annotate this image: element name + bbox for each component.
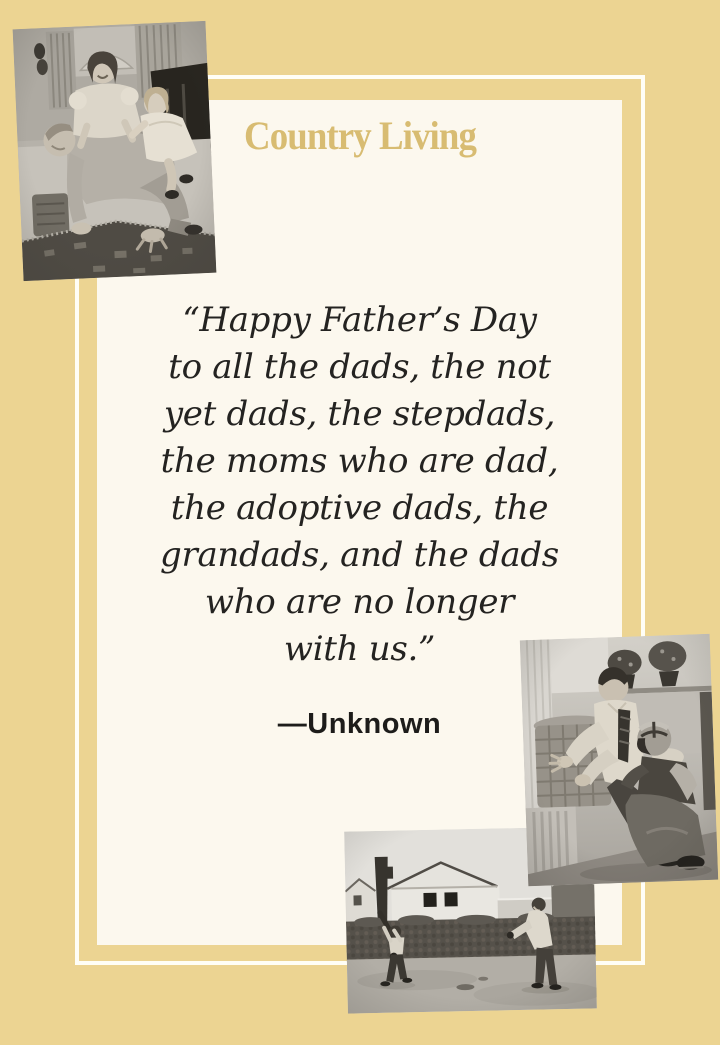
quote-line-6: grandads, and the dads	[160, 535, 559, 575]
photo-dad-piggyback-kids	[13, 21, 217, 281]
quote-text	[97, 297, 622, 673]
quote-attribution: —Unknown	[277, 708, 442, 740]
photo-dad-piggyback-kids-art	[13, 21, 217, 281]
country-living-logo	[242, 113, 478, 164]
quote-line-3: yet dads, the stepdads,	[163, 394, 556, 434]
country-living-logo-art	[242, 113, 478, 159]
quote-line-2: to all the dads, the not	[168, 347, 551, 387]
photo-dad-boy-football-helmet-art	[520, 634, 718, 886]
quote-line-5: the adoptive dads, the	[170, 488, 549, 528]
quote-line-1: “Happy Father’s Day	[182, 300, 537, 340]
logo-text: Country Living	[243, 113, 477, 158]
quote-line-8: with us.”	[283, 629, 436, 669]
photo-dad-boy-football-helmet	[520, 634, 718, 886]
quote-line-4: the moms who are dad,	[160, 441, 559, 481]
quote-line-7: who are no longer	[204, 582, 515, 622]
